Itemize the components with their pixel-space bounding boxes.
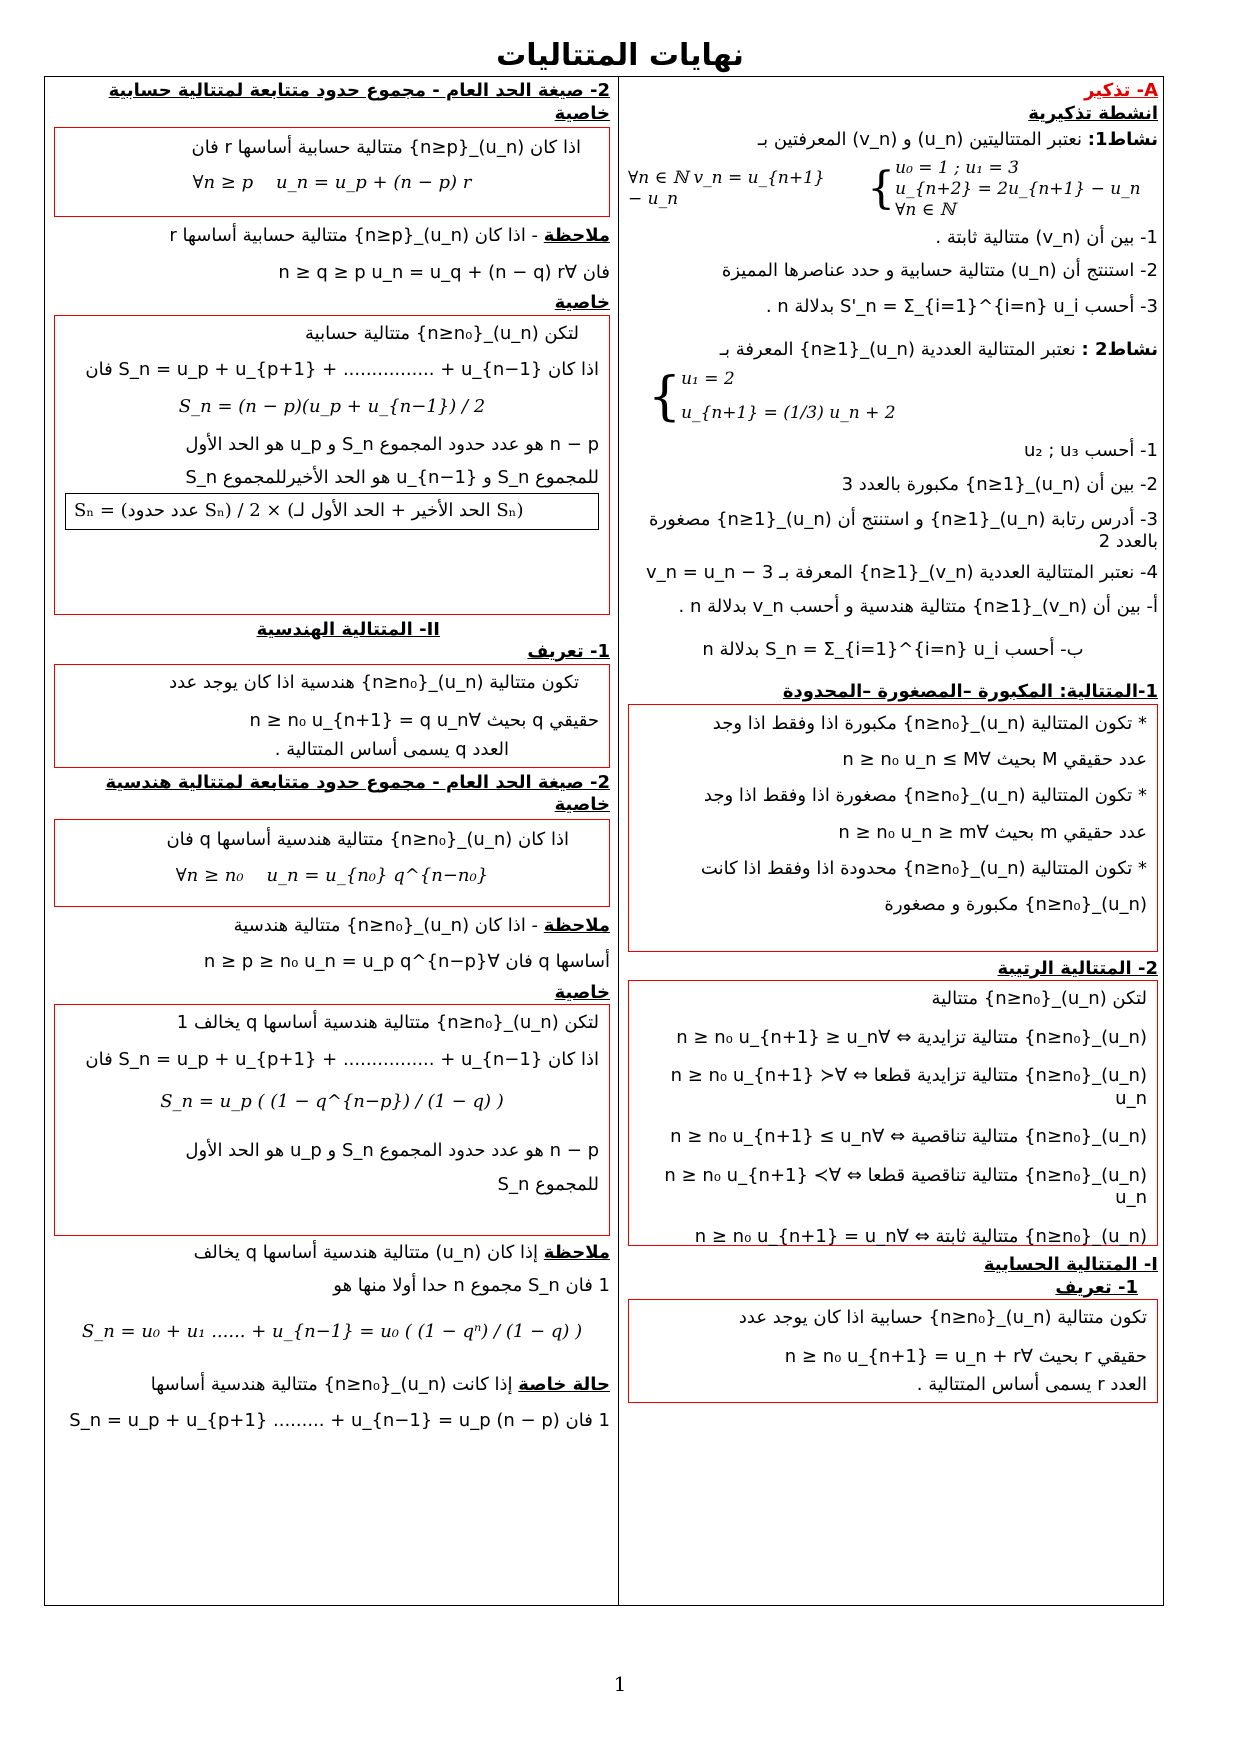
activity2-q2: 2- بين أن (u_n)_{n≥1} مكبورة بالعدد 3 xyxy=(841,474,1158,496)
bounded-2b: عدد حقيقي m بحيث ∀n ≥ n₀ u_n ≥ m xyxy=(838,821,1147,843)
activity1-text: نعتبر المتتاليتين (u_n) و (v_n) المعرفتين بـ xyxy=(757,129,1088,150)
arith-sum-expl2: للمجموع S_n و u_{n−1} هو الحد الأخيرللمجموع S_n xyxy=(185,466,599,488)
activity1-q2: 2- استنتج أن (u_n) متتالية حسابية و حدد عناصرها المميزة xyxy=(721,259,1158,281)
geo-note3-formula: S_n = u₀ + u₁ ...... + u_{n−1} = u₀ ( (1 − qⁿ) / (1 − q) ) xyxy=(81,1321,583,1342)
geo-note3-text: إذا كان (u_n) متتالية هندسية أساسها q يخالف xyxy=(193,1242,544,1263)
monotone-item: (u_n)_{n≥n₀} متتالية تزايدية ⇔ ∀n ≥ n₀ u_{n+1} ≥ u_n xyxy=(676,1026,1147,1048)
arith-def-heading: 1- تعريف xyxy=(1055,1276,1138,1298)
arith-prop1-formula: ∀n ≥ p u_n = u_p + (n − p) r xyxy=(192,171,472,193)
monotone-item: (u_n)_{n≥n₀} متتالية تناقصية ⇔ ∀n ≥ n₀ u_{n+1} ≤ u_n xyxy=(670,1126,1147,1148)
note-label: ملاحظة xyxy=(543,1242,610,1263)
geo-def-box xyxy=(54,664,610,768)
arith-def-box xyxy=(628,1299,1158,1403)
arith-note xyxy=(54,225,610,248)
activity2-text: نعتبر المتتالية العددية (u_n)_{n≥1} المعرفة بـ xyxy=(719,338,1082,360)
arith-def-2: حقيقي r بحيث ∀n ≥ n₀ u_{n+1} = u_n + r xyxy=(784,1345,1147,1367)
geo-def-1: تكون متتالية (u_n)_{n≥n₀} هندسية اذا كان يوجد عدد xyxy=(169,671,579,693)
property-heading: خاصية xyxy=(554,102,610,124)
note-label: ملاحظة xyxy=(543,225,610,246)
geo-sum-box xyxy=(54,1004,610,1236)
geo-def-3: العدد q يسمى أساس المتتالية . xyxy=(274,738,509,760)
note-label: ملاحظة xyxy=(543,914,610,936)
right-column xyxy=(628,80,1158,1403)
activity1-sys1: u₀ = 1 ; u₁ = 3 xyxy=(895,157,1019,178)
geo-sum-intro: لتكن (u_n)_{n≥n₀} متتالية هندسية أساسها q يخالف 1 xyxy=(176,1012,599,1033)
geo-sum-expl2: للمجموع S_n xyxy=(497,1174,599,1195)
special-case xyxy=(54,1374,610,1397)
monotone-box xyxy=(628,980,1158,1246)
activity1-system xyxy=(628,158,1158,222)
arith-sum-words-box xyxy=(65,493,599,530)
activity1-q1: 1- بين أن (v_n) متتالية ثابتة . xyxy=(935,227,1158,249)
activity2-label: نشاط2 : xyxy=(1081,338,1158,360)
geo-prop1-formula: ∀n ≥ n₀ u_n = u_{n₀} q^{n−n₀} xyxy=(175,865,489,886)
geo-prop1-box xyxy=(54,819,610,907)
arith-sum-if: اذا كان S_n = u_p + u_{p+1} + ................ + u_{n−1} فان xyxy=(85,359,599,380)
geo-note3 xyxy=(54,1242,610,1265)
system-brace: { xyxy=(867,163,896,215)
bounded-box xyxy=(628,704,1158,952)
special-text2: 1 فان S_n = u_p + u_{p+1} ......... + u_{n−1} = u_p (n − p) xyxy=(69,1410,610,1431)
bounded-3b: (u_n)_{n≥n₀} مكبورة و مصغورة xyxy=(884,894,1147,916)
arith-prop1: اذا كان (u_n)_{n≥p} متتالية حسابية أساسها r فان xyxy=(191,137,581,158)
arith-prop1-box xyxy=(54,127,610,217)
arith-note-formula: فان ∀n ≥ q ≥ p u_n = u_q + (n − q) r xyxy=(278,261,610,283)
bounded-heading: 1-المتتالية: المكبورة –المصغورة –المحدودة xyxy=(782,681,1158,703)
property-heading: خاصية xyxy=(554,292,610,313)
arith-general-heading: 2- صيغة الحد العام - مجموع حدود متتابعة لمتتالية حسابية xyxy=(108,80,610,101)
activity1-system-lines xyxy=(895,158,1158,222)
special-label: حالة خاصة xyxy=(518,1373,610,1395)
geo-note2: أساسها q فان ∀n ≥ p ≥ n₀ u_n = u_p q^{n−p} xyxy=(203,951,610,972)
arith-sum-expl1: n − p هو عدد حدود المجموع S_n و u_p هو الحد الأول xyxy=(185,434,599,455)
geo-sum-formula: S_n = u_p ( (1 − q^{n−p}) / (1 − q) ) xyxy=(160,1091,504,1112)
activity2-system-lines xyxy=(681,369,895,424)
activity2-intro xyxy=(628,339,1158,362)
activity2-sys1: u₁ = 2 xyxy=(681,369,735,390)
bounded-1: * تكون المتتالية (u_n)_{n≥n₀} مكبورة اذا وفقط اذا وجد xyxy=(712,712,1147,734)
activity2-q1: 1- أحسب u₂ ; u₃ xyxy=(1023,439,1158,461)
special-text: إذا كانت (u_n)_{n≥n₀} متتالية هندسية أساسها xyxy=(150,1373,519,1395)
activity1-intro xyxy=(628,129,1158,152)
monotone-heading: 2- المتتالية الرتيبة xyxy=(997,957,1158,979)
geo-note3b: 1 فان S_n مجموع n حدا أولا منها هو xyxy=(333,1274,610,1296)
activity2-q4: 4- نعتبر المتتالية العددية (v_n)_{n≥1} المعرفة بـ v_n = u_n − 3 xyxy=(645,561,1158,583)
column-divider xyxy=(618,76,619,1606)
arith-sum-box xyxy=(54,315,610,615)
activity2-q3: 3- أدرس رتابة (u_n)_{n≥1} و استنتج أن (u_n)_{n≥1} مصغورة بالعدد 2 xyxy=(648,508,1158,553)
system-brace: { xyxy=(648,366,682,427)
bounded-2: * تكون المتتالية (u_n)_{n≥n₀} مصغورة اذا وفقط اذا وجد xyxy=(703,785,1147,807)
monotone-item: (u_n)_{n≥n₀} متتالية تناقصية قطعا ⇔ ∀n ≥ n₀ u_{n+1} ≺ u_n xyxy=(664,1164,1147,1209)
geo-general-heading: 2- صيغة الحد العام - مجموع حدود متتابعة لمتتالية هندسية xyxy=(105,771,610,793)
arith-sum-words: Sₙ = (عدد حدود Sₙ) / 2 × (الحد الأخير + الحد الأول لـ Sₙ) xyxy=(74,500,524,521)
arith-note-text: - اذا كان (u_n)_{n≥p} متتالية حسابية أساسها r xyxy=(169,225,544,246)
geo-def-2: حقيقي q بحيث ∀n ≥ n₀ u_{n+1} = q u_n xyxy=(249,710,599,731)
geo-sum-expl1: n − p هو عدد حدود المجموع S_n و u_p هو الحد الأول xyxy=(185,1139,599,1161)
arith-def-1: تكون متتالية (u_n)_{n≥n₀} حسابية اذا كان يوجد عدد xyxy=(738,1307,1147,1329)
page-title: نهايات المتتاليات xyxy=(496,38,744,73)
activity2-sys2: u_{n+1} = (1/3) u_n + 2 xyxy=(681,402,896,423)
arith-heading: I- المتتالية الحسابية xyxy=(983,1254,1158,1276)
monotone-intro: لتكن (u_n)_{n≥n₀} متتالية xyxy=(931,988,1147,1010)
activities-heading: انشطة تذكيرية xyxy=(1028,102,1158,124)
arith-sum-formula: S_n = (n − p)(u_p + u_{n−1}) / 2 xyxy=(178,395,486,417)
bounded-1b: عدد حقيقي M بحيث ∀n ≥ n₀ u_n ≤ M xyxy=(842,749,1147,771)
geo-prop1: اذا كان (u_n)_{n≥n₀} متتالية هندسية أساسها q فان xyxy=(166,828,569,850)
arith-sum-intro: لتكن (u_n)_{n≥n₀} متتالية حسابية xyxy=(305,322,579,344)
activity1-vdef: ∀n ∈ ℕ v_n = u_{n+1} − u_n xyxy=(628,168,825,210)
geo-note xyxy=(54,915,610,938)
activity1-q3: 3- أحسب S'_n = Σ_{i=1}^{i=n} u_i بدلالة n . xyxy=(765,296,1158,318)
bounded-3: * تكون المتتالية (u_n)_{n≥n₀} محدودة اذا وفقط اذا كانت xyxy=(700,857,1147,879)
monotone-item: (u_n)_{n≥n₀} متتالية تزايدية قطعا ⇔ ∀n ≥ n₀ u_{n+1} ≻ u_n xyxy=(670,1065,1147,1109)
activity1-label: نشاط1: xyxy=(1087,129,1158,150)
monotone-item: (u_n)_{n≥n₀} متتالية ثابتة ⇔ ∀n ≥ n₀ u_{n+1} = u_n xyxy=(694,1225,1147,1247)
geo-sum-if: اذا كان S_n = u_p + u_{p+1} + ................ + u_{n−1} فان xyxy=(85,1048,599,1070)
geo-def-heading: 1- تعريف xyxy=(527,641,610,662)
geo-note-text: - اذا كان (u_n)_{n≥n₀} متتالية هندسية xyxy=(233,914,544,936)
page-number: 1 xyxy=(613,1672,627,1696)
left-column xyxy=(54,80,610,1433)
property-heading: خاصية xyxy=(554,794,610,815)
activity1-sys2: u_{n+2} = 2u_{n+1} − u_n ∀n ∈ ℕ xyxy=(895,178,1141,220)
arith-def-3: العدد r يسمى أساس المتتالية . xyxy=(916,1374,1147,1396)
section-a-heading: A- تذكير xyxy=(1084,80,1158,101)
geo-heading: II- المتتالية الهندسية xyxy=(256,618,440,640)
activity2-q4a: أ- بين أن (v_n)_{n≥1} متتالية هندسية و أحسب v_n بدلالة n . xyxy=(678,596,1158,618)
activity2-system xyxy=(648,366,1158,427)
property-heading: خاصية xyxy=(554,981,610,1003)
activity2-q4b: ب- أحسب S_n = Σ_{i=1}^{i=n} u_i بدلالة n xyxy=(702,638,1084,660)
